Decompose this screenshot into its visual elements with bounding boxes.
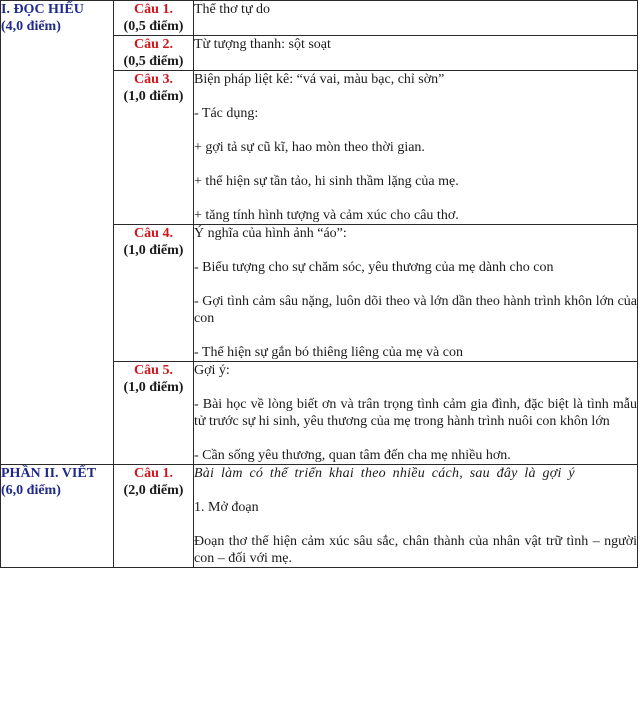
question-label [114,36,194,71]
question-points: (1,0 điểm) [123,243,184,258]
answer-cell [194,36,638,71]
answer-line: + gợi tả sự cũ kĩ, hao mòn theo thời gian. [194,140,425,155]
answer-line: Thể thơ tự do [194,2,271,17]
answer-line: Ý nghĩa của hình ảnh “áo”: [194,226,347,241]
question-label [114,362,194,465]
answer-line: Bài làm có thể triển khai theo nhiều cách, sau đây là gợi ý [194,466,575,481]
part-title: I. ĐỌC HIỂU [1,2,84,17]
part-header-writing [1,465,114,568]
answer-line: Đoạn thơ thể hiện cảm xúc sâu sắc, chân thành của nhân vật trữ tình – người con – đối với mẹ. [194,534,637,566]
answer-cell [194,225,638,362]
part-title: PHẦN II. VIẾT [1,466,97,481]
answer-cell [194,362,638,465]
answer-line: + thể hiện sự tần tảo, hi sinh thầm lặng của mẹ. [194,174,459,189]
answer-line: - Biểu tượng cho sự chăm sóc, yêu thương của mẹ dành cho con [194,260,554,275]
question-number: Câu 5. [134,363,173,378]
answer-cell [194,1,638,36]
table-row [1,465,638,568]
question-number: Câu 4. [134,226,173,241]
question-label [114,465,194,568]
question-number: Câu 3. [134,72,173,87]
answer-line: - Gợi tình cảm sâu nặng, luôn dõi theo và lớn dần theo hành trình khôn lớn của con [194,294,637,326]
answer-line: - Bài học về lòng biết ơn và trân trọng tình cảm gia đình, đặc biệt là tình mẫu tử trước sự hi sinh, yêu thương của mẹ trong hành trình nuôi con khôn lớn [194,397,637,429]
page-edge [0,715,640,721]
question-label [114,1,194,36]
question-points: (0,5 điểm) [123,54,184,69]
question-number: Câu 2. [134,37,173,52]
answer-line: Gợi ý: [194,363,230,378]
answer-line: - Tác dụng: [194,106,259,121]
answer-line: Biện pháp liệt kê: “vá vai, màu bạc, chỉ sờn” [194,72,445,87]
part-points: (6,0 điểm) [1,483,61,498]
question-points: (1,0 điểm) [123,89,184,104]
answer-line: - Cần sống yêu thương, quan tâm đến cha mẹ nhiều hơn. [194,448,511,463]
table-row [1,1,638,36]
answer-line: - Thể hiện sự gắn bó thiêng liêng của mẹ và con [194,345,463,360]
question-label [114,225,194,362]
question-label [114,71,194,225]
answer-line: + tăng tính hình tượng và cảm xúc cho câu thơ. [194,208,459,223]
question-number: Câu 1. [134,466,173,481]
part-header-reading [1,1,114,465]
answer-cell [194,71,638,225]
question-points: (0,5 điểm) [123,19,184,34]
answer-cell [194,465,638,568]
question-number: Câu 1. [134,2,173,17]
answer-line: Từ tượng thanh: sột soạt [194,37,331,52]
answer-line: 1. Mở đoạn [194,500,259,515]
question-points: (1,0 điểm) [123,380,184,395]
question-points: (2,0 điểm) [123,483,184,498]
part-points: (4,0 điểm) [1,19,61,34]
